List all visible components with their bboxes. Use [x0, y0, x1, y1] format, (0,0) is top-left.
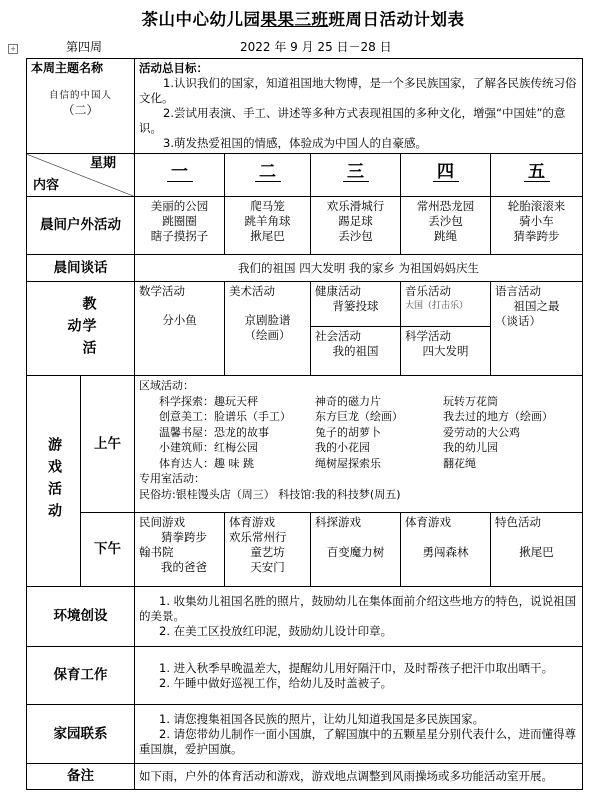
goals-cell — [135, 59, 583, 154]
outdoor-thu: 常州恐龙园 丢沙包 跳绳 — [401, 197, 491, 255]
environment-row — [27, 587, 583, 647]
room-activities: 民俗坊:银桂馒头店（周三） 科技馆:我的科技梦(周五) — [139, 487, 401, 501]
title-suffix: 班周日活动计划表 — [328, 10, 465, 29]
talk-row — [27, 255, 583, 282]
week-label: 第四周 — [66, 40, 103, 54]
teaching-row — [27, 282, 583, 376]
goals-label: 活动总目标： — [139, 61, 209, 75]
day-content-header — [27, 154, 135, 197]
outdoor-fri: 轮胎滚滚来 骑小车 猜拳跨步 — [491, 197, 583, 255]
theme-name: 自信的中国人 — [49, 90, 113, 101]
talk-label: 晨间谈话 — [27, 255, 135, 282]
family-content: 1. 请您搜集祖国各民族的照片，让幼儿知道我国是多民族国家。 2. 请您带幼儿制作一面小国旗，了解国旗中的五颗星星分别代表什么，进而懂得尊重国旗，爱护国旗。 — [135, 705, 583, 764]
day-thursday: 四 — [401, 154, 491, 197]
theme-cell — [27, 59, 135, 154]
games-morning-row — [27, 376, 583, 513]
area-activities: 区域活动： 科学探索：趣玩天秤 神奇的磁力片 玩转万花筒 创意美工：脸谱乐（手工） 东方巨龙（绘画） 我去过的地方（绘画） 温馨书屋：恐龙的故事 兔子的胡萝卜 爱劳动的大公鸡 小建筑师：红梅公园 我的小花园 我的幼儿园 体育达人：趣 味 跳 绳树屋探索乐 翻花绳 专用室活动： 民俗坊:银桂馒头店（周三） 科技馆:我的科技梦(周五) — [135, 376, 583, 513]
care-content: 1. 进入秋季早晚温差大，提醒幼儿用好隔汗巾，及时帮孩子把汗巾取出晒干。 2. 午睡中做好巡视工作，给幼儿及时盖被子。 — [135, 647, 583, 705]
pm-mon: 民间游戏 猜拳跨步 翰书院 我的爸爸 — [135, 513, 225, 587]
pm-tue: 体育游戏 欢乐常州行 童艺坊 天安门 — [225, 513, 311, 587]
pm-wed: 科探游戏 百变魔力树 — [311, 513, 401, 587]
games-label-cell — [27, 376, 81, 587]
outdoor-tue: 爬马笼 跳羊角球 揪尾巴 — [225, 197, 311, 255]
table-move-handle-icon[interactable]: + — [8, 44, 18, 54]
care-label: 保育工作 — [27, 647, 135, 705]
page-title — [0, 6, 606, 30]
pm-fri: 特色活动 揪尾巴 — [491, 513, 583, 587]
teaching-mon: 数学活动 分小鱼 — [135, 282, 225, 376]
outdoor-row — [27, 197, 583, 255]
day-tuesday: 二 — [225, 154, 311, 197]
pm-thu: 体育游戏 勇闯森林 — [401, 513, 491, 587]
days-header-row — [27, 154, 583, 197]
family-label: 家园联系 — [27, 705, 135, 764]
notes-label: 备注 — [27, 764, 135, 790]
day-monday: 一 — [135, 154, 225, 197]
theme-part: （二） — [62, 103, 99, 117]
room-label: 专用室活动： — [139, 472, 206, 485]
teaching-fri: 语言活动 祖国之最 （谈话） — [491, 282, 583, 376]
goal-3: 3.萌发热爱祖国的情感，体验成为中国人的自豪感。 — [163, 136, 427, 150]
theme-label: 本周主题名称 — [31, 61, 104, 75]
area-label: 区域活动： — [139, 379, 195, 392]
goal-1: 1.认识我们的国家，知道祖国地大物博，是一个多民族国家，了解各民族传统习俗文化。 — [139, 76, 577, 105]
content-label: 内容 — [33, 178, 60, 193]
weekly-plan-table — [26, 58, 583, 790]
theme-row — [27, 59, 583, 154]
teaching-wed: 健康活动 背篓投球 社会活动 我的祖国 — [311, 282, 401, 376]
games-label: 游戏活动 — [46, 437, 62, 525]
day-friday: 五 — [491, 154, 583, 197]
day-wednesday: 三 — [311, 154, 401, 197]
environment-content: 1. 收集幼儿祖国名胜的照片，鼓励幼儿在集体面前介绍这些地方的特色，说说祖国的美景。 2. 在美工区投放红印泥，鼓励幼儿设计印章。 — [135, 587, 583, 647]
day-label: 星期 — [90, 156, 117, 171]
outdoor-mon: 美丽的公园 跳圈圈 瞎子摸拐子 — [135, 197, 225, 255]
outdoor-label: 晨间户外活动 — [27, 197, 135, 255]
notes-row — [27, 764, 583, 790]
talk-topics: 我们的祖国 四大发明 我的家乡 为祖国妈妈庆生 — [135, 255, 583, 282]
family-row — [27, 705, 583, 764]
teaching-label: 教学活动 — [65, 295, 97, 362]
care-row — [27, 647, 583, 705]
kindergarten-name: 茶山中心幼儿园 — [141, 10, 261, 29]
teaching-thu: 音乐活动 大国（打击乐） 科学活动 四大发明 — [401, 282, 491, 376]
class-name: 果果三班 — [260, 10, 329, 29]
notes-content: 如下雨，户外的体育活动和游戏，游戏地点调整到风雨操场或多功能活动室开展。 — [135, 764, 583, 790]
games-afternoon-row — [27, 513, 583, 587]
environment-label: 环境创设 — [27, 587, 135, 647]
morning-label: 上午 — [81, 376, 135, 513]
afternoon-label: 下午 — [81, 513, 135, 587]
teaching-tue: 美术活动 京剧脸谱 （绘画） — [225, 282, 311, 376]
goal-2: 2.尝试用表演、手工、讲述等多种方式表现祖国的多种文化，增强“中国娃”的意识。 — [139, 106, 566, 135]
teaching-label-cell — [27, 282, 135, 376]
outdoor-wed: 欢乐滑城行 踢足球 丢沙包 — [311, 197, 401, 255]
date-range: 2022 年 9 月 25 日－28 日 — [240, 40, 392, 54]
